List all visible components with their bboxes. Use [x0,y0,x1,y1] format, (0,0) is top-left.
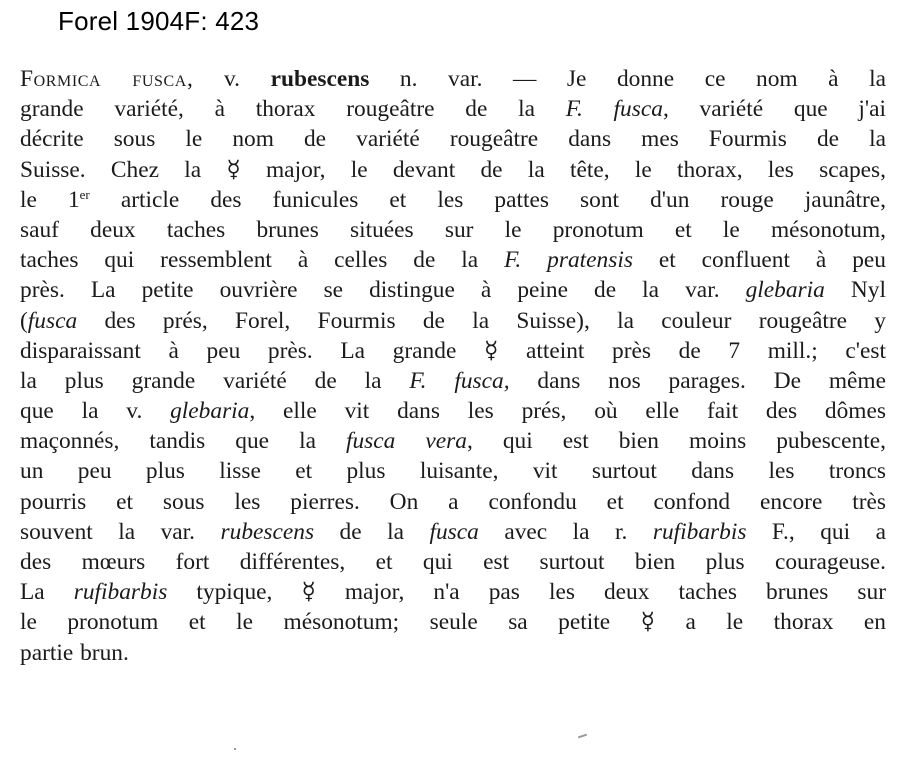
text-line [20,577,886,607]
text-line [20,638,886,668]
text-segment: et confluent à peu [632,247,886,274]
text-line [20,336,886,366]
italic-text: glebaria [745,277,825,304]
text-segment: le pronotum et le mésonotum; seule sa petite ☿ a le thorax en [20,609,886,636]
text-line [20,245,886,275]
citation-label: Forel 1904F: 423 [58,6,260,36]
scan-speck [578,734,587,739]
text-segment: , qui est bien moins pubescente, [466,428,886,455]
text-line [20,185,886,215]
text-line [20,517,886,547]
text-line [20,306,886,336]
text-segment: de la [314,518,430,545]
text-line [20,215,886,245]
text-segment: que la v. [20,398,171,425]
italic-text: F. fusca [565,96,663,123]
scan-speck [234,748,236,750]
text-line [20,607,886,637]
text-segment: Suisse. Chez la ☿ major, le devant de la tête, le thorax, les scapes, [20,156,886,183]
text-segment: décrite sous le nom de variété rougeâtre dans mes Fourmis de la [20,126,886,153]
text-segment: taches qui ressemblent à celles de la [20,247,505,274]
text-line [20,64,886,94]
text-segment: avec la r. [478,518,653,545]
text-segment: , variété que j'ai [662,96,886,123]
text-line [20,155,886,185]
text-segment: grande variété, à thorax rougeâtre de la [20,96,566,123]
superscript: er [79,186,90,202]
italic-text: fusca vera [345,428,467,455]
text-segment: disparaissant à peu près. La grande ☿ atteint près de 7 mill.; c'est [20,337,886,364]
italic-text: F. pratensis [504,247,633,274]
bold-text: rubescens [270,66,370,92]
text-segment: typique, ☿ major, n'a pas les deux taches brunes sur [167,579,886,606]
text-line [20,124,886,154]
italic-text: fusca [429,518,479,545]
text-segment: des prés, Forel, Fourmis de la Suisse), la couleur rougeâtre y [77,307,886,334]
text-segment: partie brun. [20,639,129,666]
text-line [20,426,886,456]
text-segment: , elle vit dans les prés, où elle fait des dômes [249,398,886,425]
text-segment: pourris et sous les pierres. On a confondu et confond encore très [20,488,886,515]
text-segment: v. [193,66,271,92]
text-segment: près. La petite ouvrière se distingue à peine de la var. [20,277,746,304]
small-caps-text: Formica fusca, [20,66,194,92]
text-segment: dans nos parages. De même [509,367,886,394]
text-line [20,275,886,305]
text-segment: La [20,579,74,606]
text-segment: des mœurs fort différentes, et qui est surtout bien plus courageuse. [20,549,886,575]
italic-text: glebaria [170,398,250,425]
italic-text: F. fusca, [409,367,510,394]
text-segment: maçonnés, tandis que la [20,428,346,455]
italic-text: fusca [27,307,78,334]
text-line [20,396,886,426]
text-line [20,94,886,124]
text-segment: article des funicules et les pattes sont d'un rouge jaunâtre, [89,186,886,213]
text-line [20,456,886,486]
text-segment: souvent la var. [20,518,221,545]
text-segment: F., qui a [746,518,886,545]
text-segment: Nyl [824,277,886,304]
italic-text: rufibarbis [652,518,747,545]
italic-text: rufibarbis [73,579,168,606]
scanned-text-block [20,64,886,668]
text-line [20,366,886,396]
text-line [20,487,886,517]
text-line [20,547,886,577]
text-segment: la plus grande variété de la [20,367,410,394]
text-segment: le 1 [20,186,80,213]
text-segment: ( [20,307,28,334]
text-segment: n. var. — Je donne ce nom à la [369,66,886,92]
text-segment: un peu plus lisse et plus luisante, vit surtout dans les troncs [20,458,886,485]
italic-text: rubescens [220,518,315,545]
text-segment: sauf deux taches brunes situées sur le pronotum et le mésonotum, [20,216,886,243]
